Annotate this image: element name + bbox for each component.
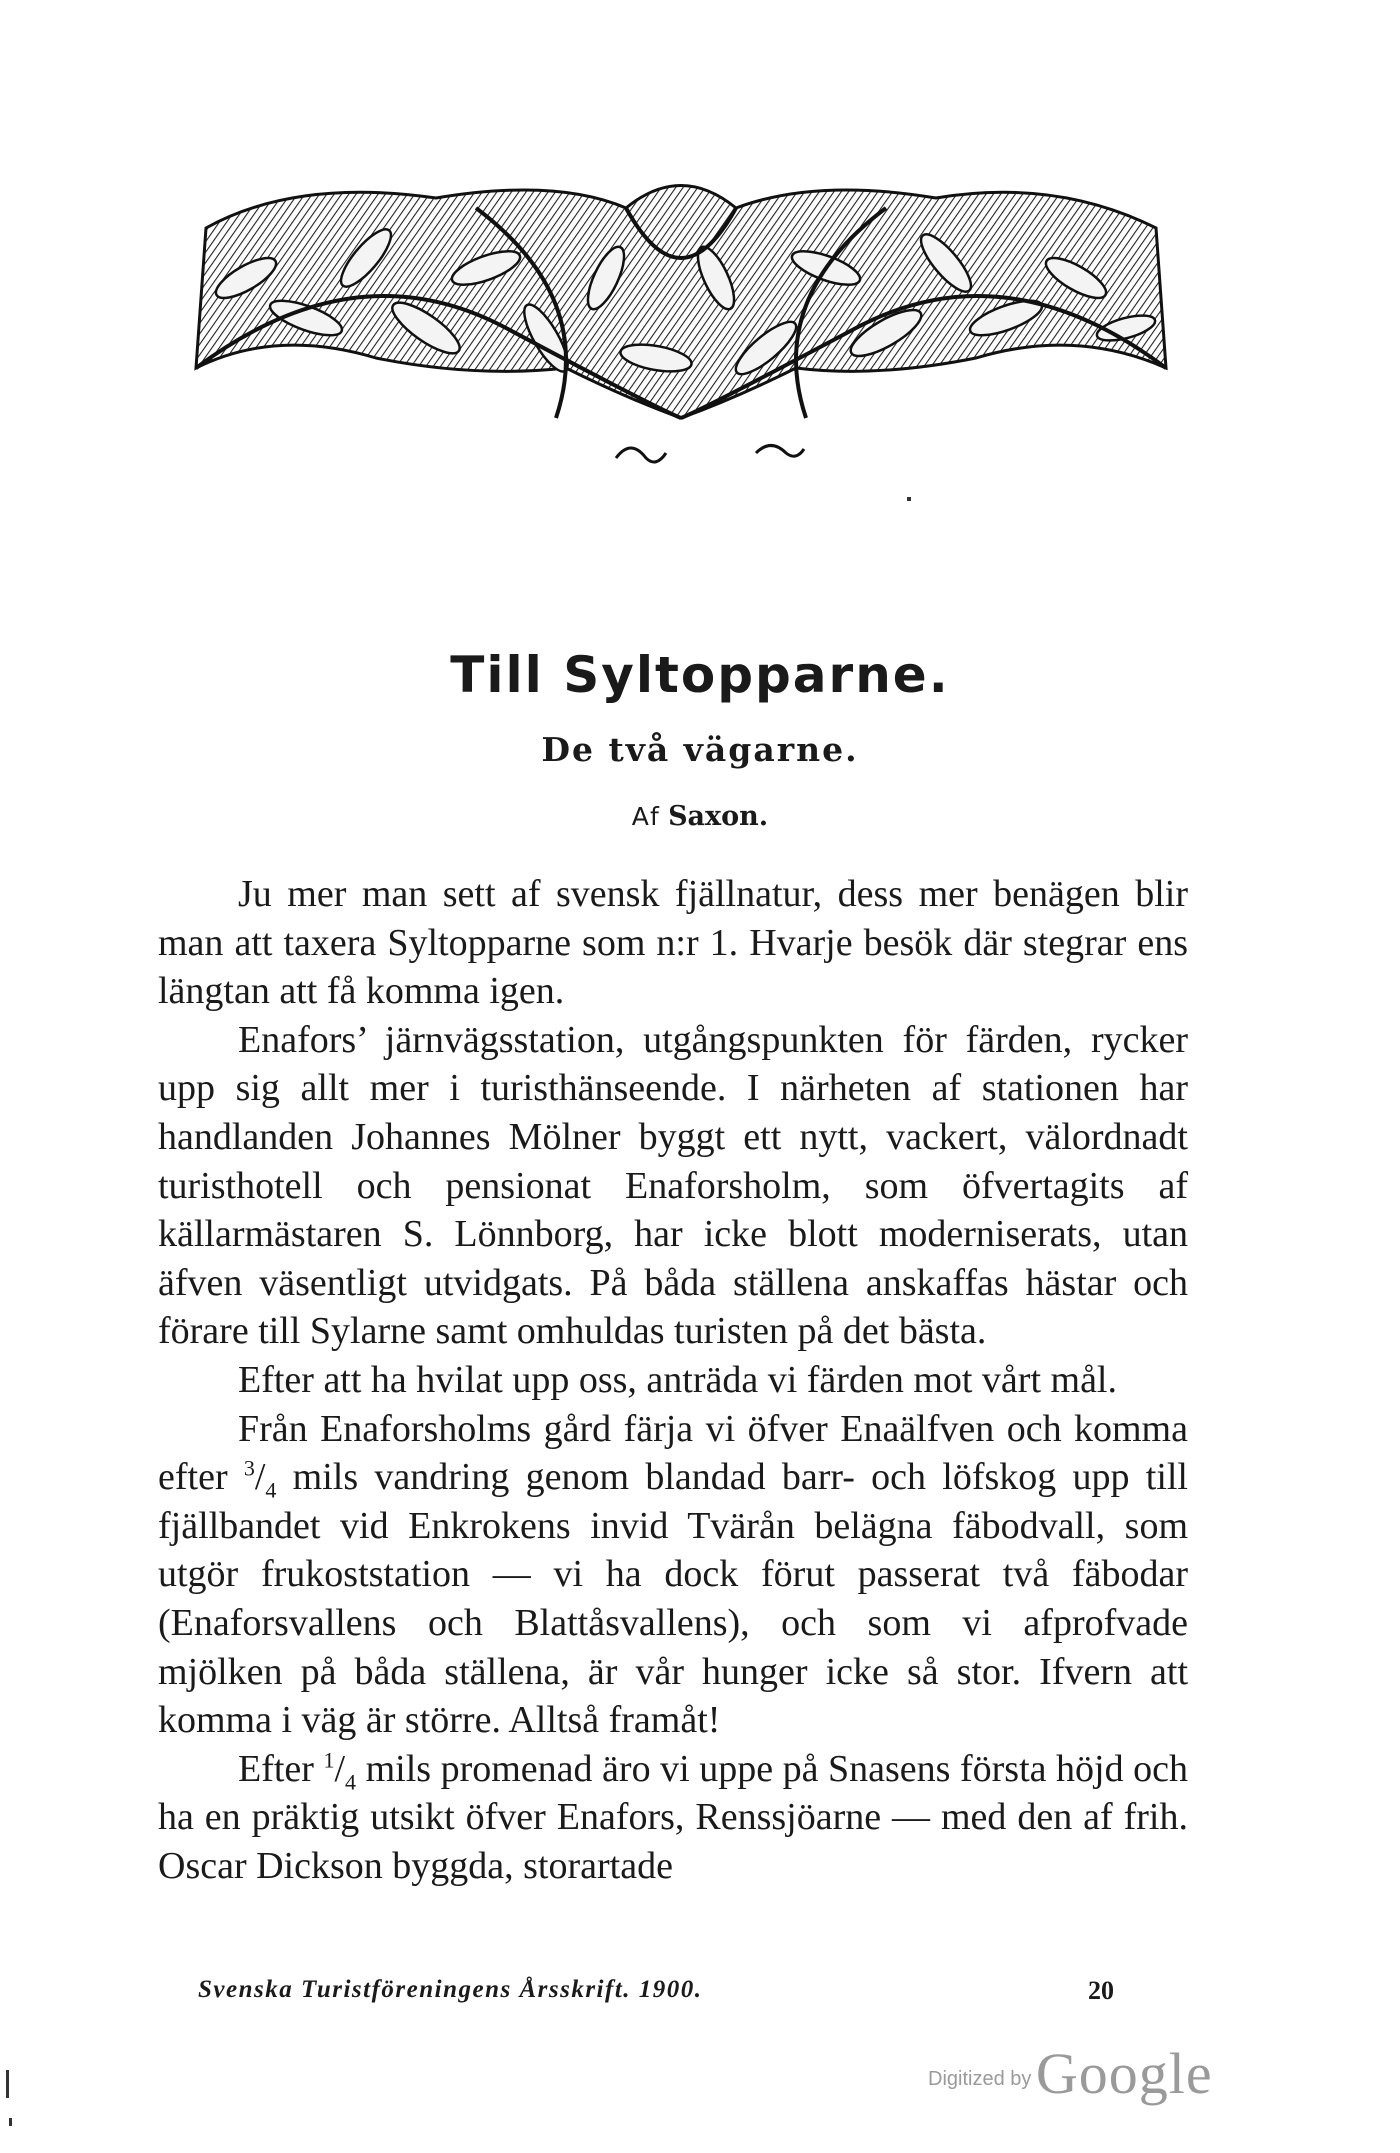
fraction-numerator: 3 [243,1455,255,1481]
digitized-watermark [928,2040,1213,2107]
article-title: Till Syltopparne. [450,646,950,704]
author-name: Saxon. [668,801,769,832]
margin-mark [907,497,911,501]
google-logo: Google [1035,2041,1213,2106]
page-number: 20 [1088,1976,1114,2005]
article-author [0,800,1400,833]
fraction-denominator: 4 [345,1769,357,1795]
paragraph: Ju mer man sett af svensk fjällnatur, dess mer benägen blir man att taxera Syltopparne som n:r 1. Hvarje besök där stegrar ens längtan att få komma igen. [158,873,1188,1013]
margin-mark [9,2118,12,2126]
paragraph: Enafors’ järnvägsstation, utgångspunkten för färden, rycker upp sig allt mer i turisthänseende. I närheten af stationen har handlanden Johannes Mölner byggt ett nytt, vackert, välordnadt turisthotell och pensionat Enaforsholm, som öfvertagits af källarmästaren S. Lönnborg, har icke blott moderniserats, utan äfven väsentligt utvidgats. På båda ställena anskaffas hästar och förare till Sylarne samt omhuldas turisten på det bästa. [158,1018,1188,1353]
paragraph: Efter att ha hvilat upp oss, anträda vi färden mot vårt mål. [238,1358,1117,1401]
paragraph: Från Enaforsholms gård färja vi öfver Enaälfven och komma efter $^3/_4$ mils vandring genom blandad barr- och löfskog upp till fjällbandet vid Enkrokens invid Tvärån belägna fäbodvall, som utgör frukoststation — vi ha dock förut passerat två fäbodar (Enaforsvallens och Blattåsvallens), och som vi afprofvade mjölken på båda ställena, är vår hunger icke så stor. Ifvern att komma i väg är större. Alltså framåt! [158,1407,1188,1742]
article-subtitle: De två vägarne. [541,730,859,769]
article-body [158,870,1188,1890]
journal-footer: Svenska Turistföreningens Årsskrift. 1900. [198,1976,703,2003]
watermark-prefix: Digitized by [928,2068,1032,2090]
paragraph: Efter $^1/_4$ mils promenad äro vi uppe på Snasens första höjd och ha en präktig utsikt öfver Enafors, Renssjöarne — med den af frih. Oscar Dickson byggda, storartade [158,1747,1188,1887]
author-prefix: Af [631,802,661,831]
fraction-numerator: 1 [323,1747,335,1773]
decorative-ornament [176,168,1186,498]
margin-mark [6,2070,9,2098]
fraction-denominator: 4 [265,1477,277,1503]
